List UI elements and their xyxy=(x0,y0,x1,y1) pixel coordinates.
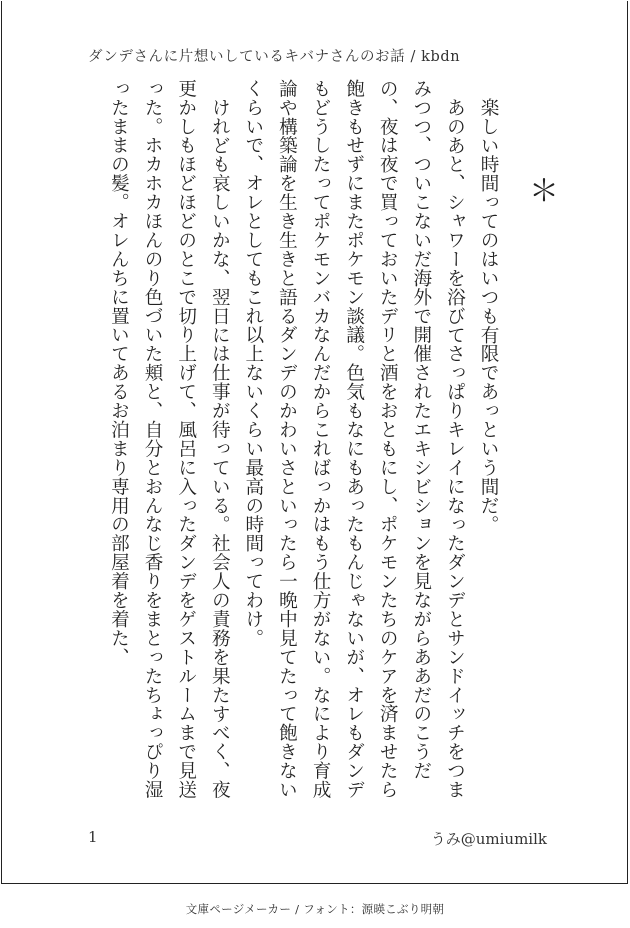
header-title: ダンデさんに片想いしているキバナさんのお話 / kbdn xyxy=(88,49,461,65)
footer-credit: 文庫ページメーカー / フォント：源暎こぶり明朝 xyxy=(185,902,445,916)
paragraph-3: けれども哀しいかな、翌日には仕事が待っている。社会人の責務を果たすべく、夜更かしもほどほどのとこで切り上げて、風呂に入ったダンデをゲストルームまで見送った。ホカホカほんのり色づいた頬と、自分とおんなじ香りをまとったちょっぴり湿ったままの髪。オレんちに置いてあるお泊まり専用の部屋着を着た、 xyxy=(108,79,231,800)
scene-break-asterisk: ＊ xyxy=(529,174,559,209)
page-frame xyxy=(1,1,628,884)
vertical-body-text xyxy=(102,79,505,809)
page-number: 1 xyxy=(88,828,98,846)
paragraph-1: 楽しい時間ってのはいつも有限であっという間だ。 xyxy=(478,97,499,534)
paragraph-2: あのあと、シャワーを浴びてさっぱりキレイになったダンデとサンドイッチをつまみつつ、ついこないだ海外で開催されたエキシビションを見ながらああだのこうだの、夜は夜で買っておいたデリと酒をおともにし、ポケモンたちのケアを済ませたら飽きもせずにまたポケモン談議。色気もなにもあったもんじゃないが、オレもダンデもどうしたってポケモンバカなんだからこればっかはもう仕方がない。なにより育成論や構築論を生き生きと語るダンデのかわいさといったら一晩中見てたって飽きないくらいで、オレとしてもこれ以上ないくらい最高の時間ってわけ。 xyxy=(242,79,466,800)
author-handle: うみ@umiumilk xyxy=(430,830,547,848)
